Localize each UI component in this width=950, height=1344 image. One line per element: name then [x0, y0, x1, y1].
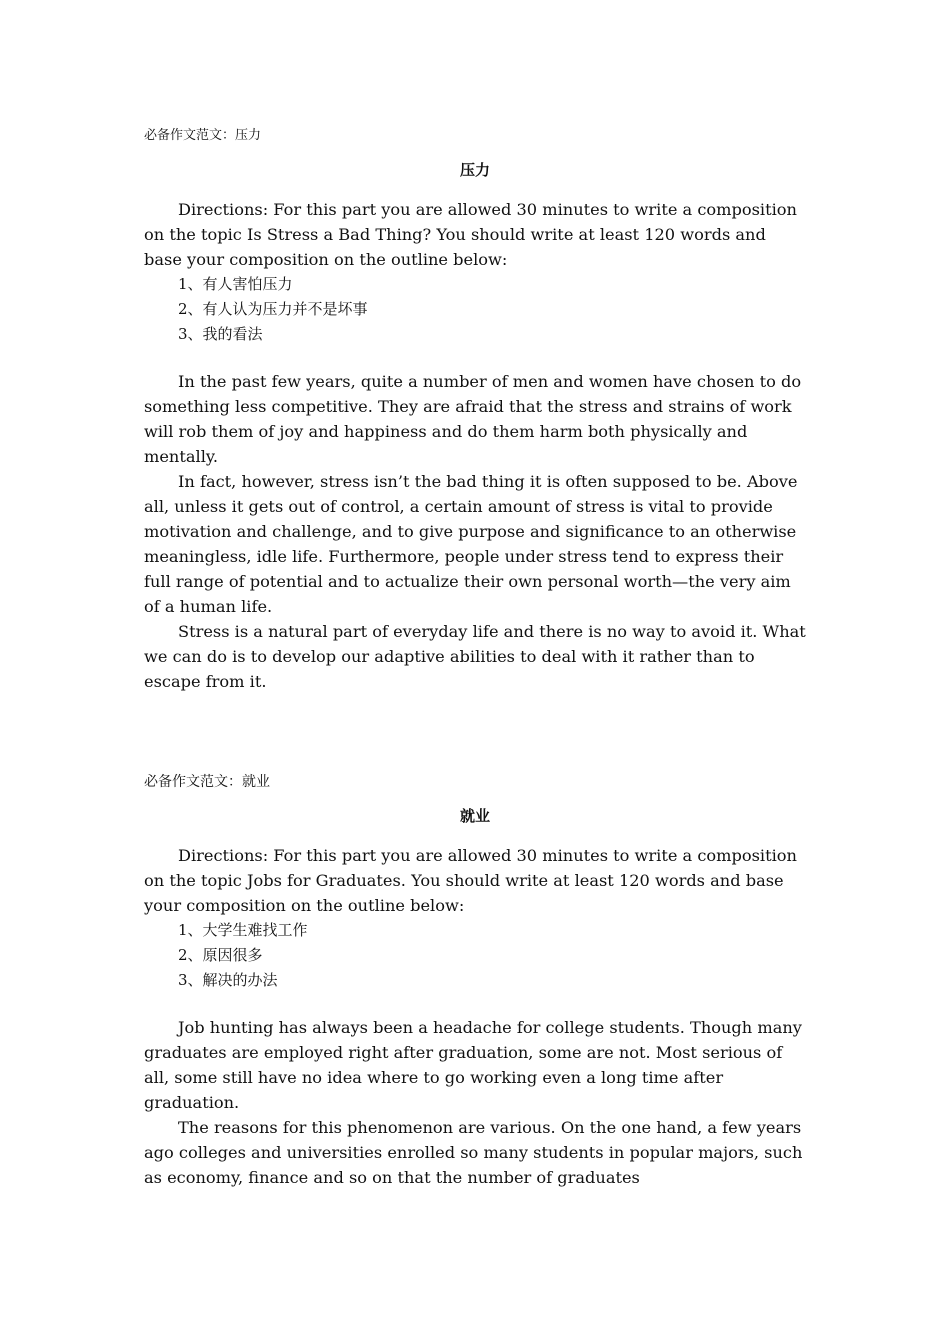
- outline-item: 1、大学生难找工作: [178, 921, 308, 939]
- outline-list: [144, 272, 806, 347]
- section-header-label: 必备作文范文：就业: [144, 774, 270, 790]
- body-paragraph: In fact, however, stress isn’t the bad thing it is often supposed to be. Above all, unless it gets out of control, a certain amount of stress is vital to provide motivation and challenge, and to give purpose and significance to an otherwise meaningless, idle life. Furthermore, people under stress tend to express their full range of potential and to actualize their own personal worth—the very aim of a human life.: [144, 472, 803, 616]
- body-paragraph: Stress is a natural part of everyday life and there is no way to avoid it. What we can do is to develop our adaptive abilities to deal with it rather than to escape from it.: [144, 622, 811, 691]
- outline-list: [144, 918, 806, 993]
- directions-paragraph: Directions: For this part you are allowed 30 minutes to write a composition on the topic Jobs for Graduates. You should write at least 120 words and base your composition on the outline below:: [144, 846, 803, 915]
- outline-item: 2、有人认为压力并不是坏事: [178, 300, 368, 318]
- essay-body: [144, 1015, 806, 1190]
- section-header-label: 必备作文范文：压力: [144, 128, 262, 143]
- outline-item: 3、解决的办法: [178, 971, 278, 989]
- essay-title: 压力: [459, 161, 490, 179]
- outline-item: 2、原因很多: [178, 946, 263, 964]
- directions-paragraph: Directions: For this part you are allowed 30 minutes to write a composition on the topic Is Stress a Bad Thing? You should write at least 120 words and base your composition on the outline below:: [144, 200, 803, 269]
- body-paragraph: The reasons for this phenomenon are various. On the one hand, a few years ago colleges and universities enrolled so many students in popular majors, such as economy, finance and so on that the number of graduates: [144, 1118, 808, 1187]
- outline-item: 1、有人害怕压力: [178, 275, 293, 293]
- body-paragraph: Job hunting has always been a headache for college students. Though many graduates are employed right after graduation, some are not. Most serious of all, some still have no idea where to go working even a long time after graduation.: [144, 1018, 808, 1112]
- essay-section-stress: [144, 126, 811, 694]
- essay-body: [144, 369, 811, 694]
- essay-section-jobs: [144, 772, 806, 1190]
- outline-item: 3、我的看法: [178, 325, 263, 343]
- essay-title: 就业: [459, 807, 490, 825]
- body-paragraph: In the past few years, quite a number of men and women have chosen to do something less competitive. They are afraid that the stress and strains of work will rob them of joy and happiness and do them harm both physically and mentally.: [144, 372, 807, 466]
